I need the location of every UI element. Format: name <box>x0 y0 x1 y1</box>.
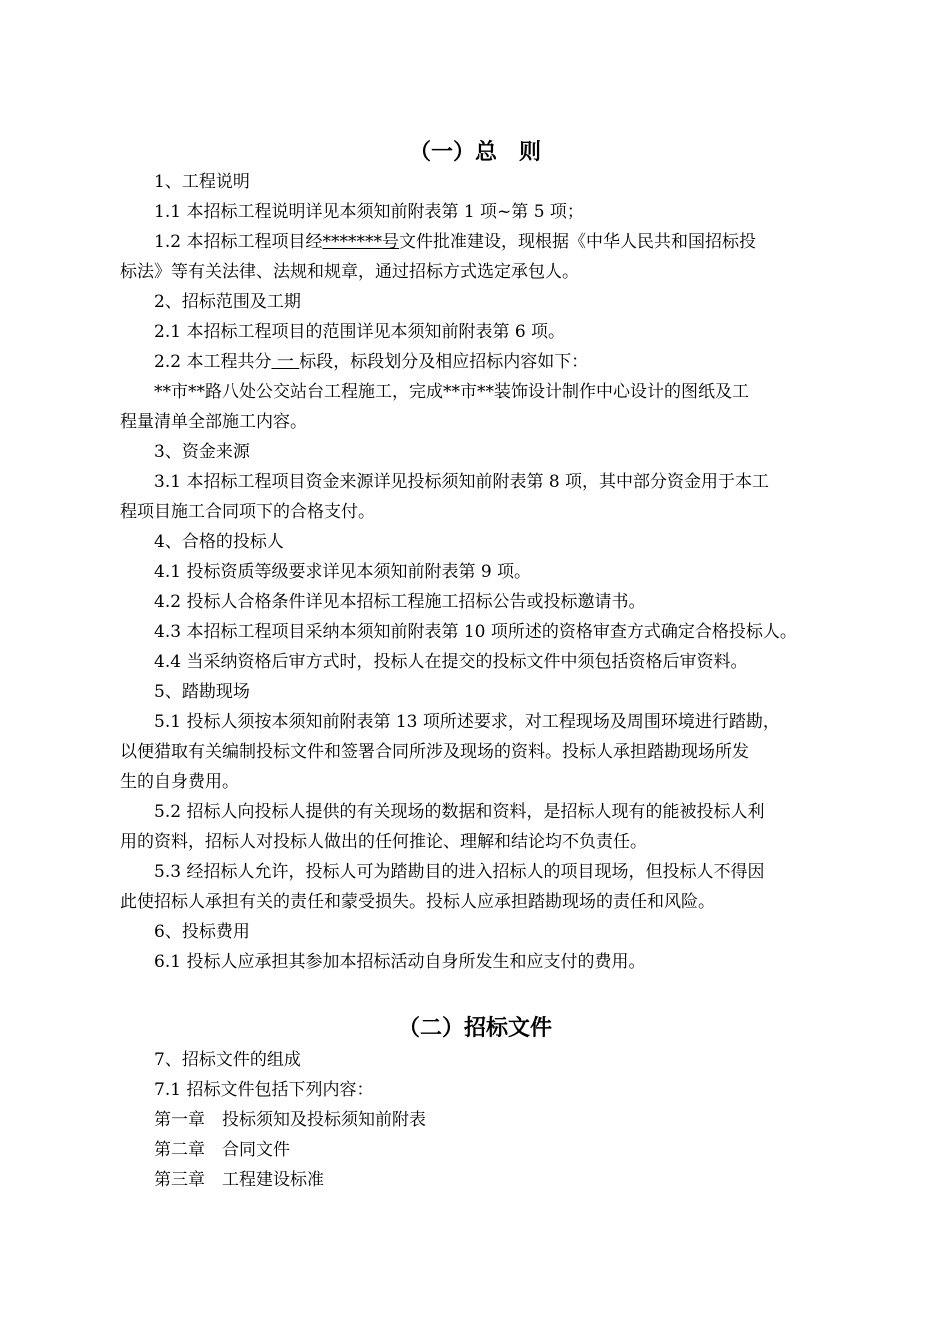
paragraph-2-2-part1: 2.2 本工程共分 <box>154 352 272 372</box>
section-1-title: （一）总 则 <box>408 139 541 165</box>
paragraph-1-2 <box>154 227 756 257</box>
paragraph-4-2: 4.2 投标人合格条件详见本招标工程施工招标公告或投标邀请书。 <box>154 592 646 612</box>
paragraph-2-2 <box>154 347 588 377</box>
paragraph-2-2-part2: 标段，标段划分及相应招标内容如下： <box>299 352 589 372</box>
subheading-6: 6、投标费用 <box>154 922 250 942</box>
paragraph-3-1: 3.1 本招标工程项目资金来源详见投标须知前附表第 8 项，其中部分资金用于本工 <box>154 472 770 492</box>
paragraph-1-2-cont: 标法》等有关法律、法规和规章，通过招标方式选定承包人。 <box>120 262 579 282</box>
section-2-title: （二）招标文件 <box>397 1015 552 1041</box>
paragraph-5-1: 5.1 投标人须按本须知前附表第 13 项所述要求，对工程现场及周围环境进行踏勘， <box>154 712 780 732</box>
subheading-2: 2、招标范围及工期 <box>154 292 301 312</box>
subheading-4: 4、合格的投标人 <box>154 532 284 552</box>
paragraph-5-2-cont: 用的资料，招标人对投标人做出的任何推论、理解和结论均不负责任。 <box>120 832 647 852</box>
document-number-blank: *******号 <box>322 232 399 252</box>
paragraph-3-1-cont: 程项目施工合同项下的合格支付。 <box>120 502 375 522</box>
paragraph-5-3: 5.3 经招标人允许，投标人可为踏勘目的进入招标人的项目现场，但投标人不得因 <box>154 862 765 882</box>
chapter-3: 第三章 工程建设标准 <box>154 1170 324 1190</box>
paragraph-5-3-cont: 此使招标人承担有关的责任和蒙受损失。投标人应承担踏勘现场的责任和风险。 <box>120 892 715 912</box>
paragraph-5-1-cont-1: 以便猎取有关编制投标文件和签署合同所涉及现场的资料。投标人承担踏勘现场所发 <box>120 742 749 762</box>
paragraph-7-1: 7.1 招标文件包括下列内容： <box>154 1080 374 1100</box>
paragraph-1-1: 1.1 本招标工程说明详见本须知前附表第 1 项~第 5 项； <box>154 202 584 222</box>
section-count-blank <box>271 352 299 372</box>
section-count: 一 <box>276 352 294 372</box>
paragraph-2-1: 2.1 本招标工程项目的范围详见本须知前附表第 6 项。 <box>154 322 566 342</box>
paragraph-4-3: 4.3 本招标工程项目采纳本须知前附表第 10 项所述的资格审查方式确定合格投标人。 <box>154 622 797 642</box>
subheading-3: 3、资金来源 <box>154 442 250 462</box>
paragraph-5-1-cont-2: 生的自身费用。 <box>120 772 239 792</box>
chapter-2: 第二章 合同文件 <box>154 1140 290 1160</box>
subheading-7: 7、招标文件的组成 <box>154 1050 301 1070</box>
paragraph-1-2-part1: 1.2 本招标工程项目经 <box>154 232 323 252</box>
paragraph-6-1: 6.1 投标人应承担其参加本招标活动自身所发生和应支付的费用。 <box>154 952 646 972</box>
paragraph-4-4: 4.4 当采纳资格后审方式时，投标人在提交的投标文件中须包括资格后审资料。 <box>154 652 748 672</box>
paragraph-1-2-part2: 文件批准建设，现根据《中华人民共和国招标投 <box>398 232 756 252</box>
subheading-5: 5、踏勘现场 <box>154 682 250 702</box>
subheading-1: 1、工程说明 <box>154 172 250 192</box>
paragraph-5-2: 5.2 招标人向投标人提供的有关现场的数据和资料，是招标人现有的能被投标人利 <box>154 802 765 822</box>
paragraph-2-3-cont: 程量清单全部施工内容。 <box>120 412 307 432</box>
chapter-1: 第一章 投标须知及投标须知前附表 <box>154 1110 426 1130</box>
paragraph-2-3: **市**路八处公交站台工程施工，完成**市**装饰设计制作中心设计的图纸及工 <box>154 382 749 402</box>
paragraph-4-1: 4.1 投标资质等级要求详见本须知前附表第 9 项。 <box>154 562 532 582</box>
